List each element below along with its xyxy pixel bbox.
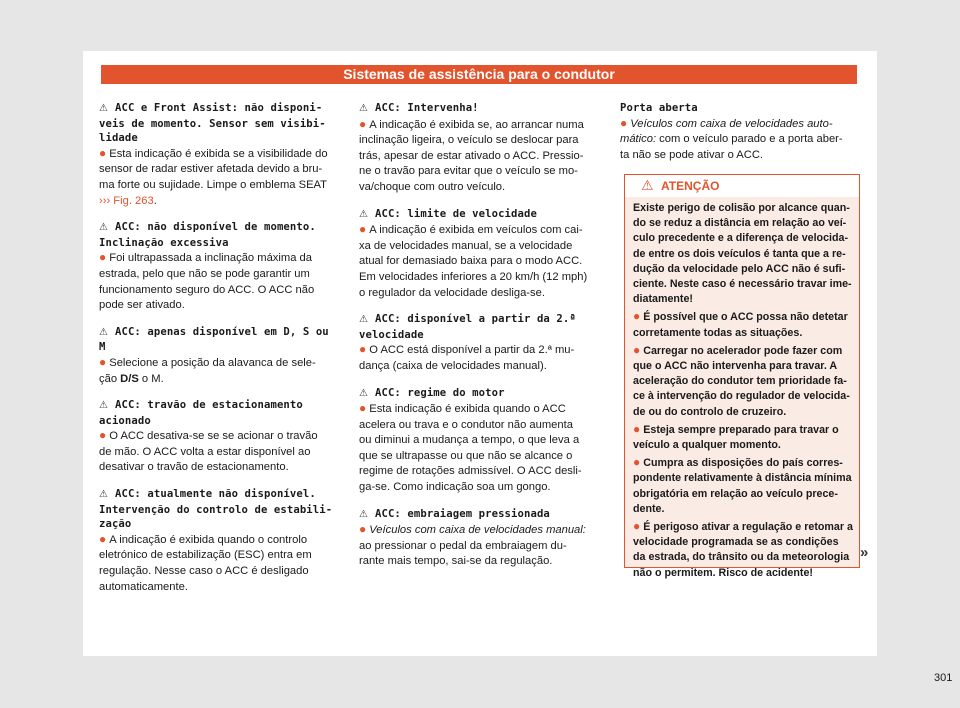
message-block: [359, 101, 607, 196]
message-block: [359, 312, 607, 374]
message-text: ● Foi ultrapassada a inclinação máxima da estrada, pelo que não se pode garantir um funcionamento seguro do ACC. O ACC não pode ser ativado.: [99, 250, 315, 312]
warning-line: velocidade programada se as condições: [633, 536, 839, 549]
message-block: [99, 325, 343, 387]
message-text: ● Esta indicação é exibida quando o ACC acelera ou trava e o condutor não aumenta ou diminui a mudança a tempo, o que leva a que se ultrapasse ou que não se alcance o regime de rotações admissível. O ACC desli- ga-se. Como indicação soa um gongo.: [359, 401, 582, 494]
manual-page: [83, 51, 953, 684]
continue-mark: »: [860, 544, 869, 561]
bullet-icon: ●: [633, 421, 641, 436]
bullet-icon: ●: [359, 342, 367, 357]
message-heading: Porta aberta: [620, 102, 698, 114]
warning-line: que o ACC não intervenha para travar. A: [633, 360, 838, 373]
warning-paragraph: [633, 201, 855, 307]
warning-lamp-icon: ⚠: [359, 387, 369, 399]
warning-paragraph: [633, 422, 855, 453]
warning-paragraph: [633, 309, 855, 340]
warning-paragraph: [633, 343, 855, 420]
message-text: ● Selecione a posição da alavanca de sele- ção D/S o M.: [99, 354, 316, 385]
warning-line: dução da velocidade pelo ACC não é sufi-: [633, 262, 846, 275]
column-2: [359, 101, 607, 581]
message-block: [359, 507, 607, 570]
warning-line: Carregar no acelerador pode fazer com: [643, 344, 843, 357]
warning-line: do se reduz a distância em relação ao veí-: [633, 217, 847, 230]
bullet-icon: ●: [99, 531, 107, 546]
message-block: [99, 101, 343, 209]
message-text: ● Veículos com caixa de velocidades manual: ao pressionar o pedal da embraiagem du- rante mais tempo, sai-se da regulação.: [359, 522, 586, 568]
section-header: Sistemas de assistência para o condutor: [101, 65, 857, 84]
message-text: ● A indicação é exibida se, ao arrancar numa inclinação ligeira, o veículo se deslocar para trás, apesar de estar ativado o ACC. Pressio- ne o travão para evitar que o veículo se mo- va/choque com outro veículo.: [359, 116, 584, 193]
bullet-icon: ●: [99, 250, 107, 265]
warning-line: veículo a qualquer momento.: [633, 439, 781, 452]
message-block: [359, 386, 607, 496]
bullet-icon: ●: [99, 354, 107, 369]
warning-line: de ou do controlo de cruzeiro.: [633, 405, 787, 418]
message-text: ● O ACC desativa-se se se acionar o travão de mão. O ACC volta a estar disponível ao desativar o travão de estacionamento.: [99, 428, 318, 474]
bullet-icon: ●: [359, 116, 367, 131]
column-3: [620, 101, 858, 174]
message-heading: ⚠ ACC e Front Assist: não disponi- veis de momento. Sensor sem visibi- lidade: [99, 102, 326, 145]
message-block: [99, 220, 343, 314]
warning-line: ciente. Neste caso é necessário travar ime-: [633, 278, 852, 291]
message-block: [99, 487, 343, 595]
warning-line: Cumpra as disposições do país corres-: [643, 457, 843, 470]
message-heading: ⚠ ACC: travão de estacionamento acionado: [99, 399, 303, 427]
warning-paragraph: [633, 455, 855, 517]
column-1: [99, 101, 343, 606]
warning-box: [624, 174, 860, 579]
message-text: ● O ACC está disponível a partir da 2.ª mu- dança (caixa de velocidades manual).: [359, 342, 575, 372]
warning-line: É perigoso ativar a regulação e retomar a: [643, 521, 853, 534]
warning-text: [633, 201, 855, 583]
message-text: ● Veículos com caixa de velocidades auto- mático: com o veículo parado e a porta aber- ta não se pode ativar o ACC.: [620, 115, 843, 161]
warning-lamp-icon: ⚠: [99, 222, 109, 234]
message-heading: ⚠ ACC: limite de velocidade: [359, 207, 607, 223]
bullet-icon: ●: [633, 519, 641, 534]
warning-lamp-icon: ⚠: [359, 103, 369, 114]
bullet-icon: ●: [99, 145, 107, 160]
bullet-icon: ●: [359, 522, 367, 537]
warning-line: corretamente todas as situações.: [633, 326, 803, 339]
warning-line: ce à intervenção do regulador de velocida-: [633, 390, 850, 403]
warning-lamp-icon: ⚠: [99, 400, 109, 412]
bullet-icon: ●: [633, 455, 641, 470]
message-heading: ⚠ ACC: regime do motor: [359, 386, 607, 402]
warning-body: [625, 197, 859, 579]
message-heading: ⚠ ACC: embraiagem pressionada: [359, 507, 607, 523]
warning-paragraph: [633, 519, 855, 581]
warning-line: não o permitem. Risco de acidente!: [633, 566, 813, 579]
gear-position-label: D/S: [120, 372, 139, 385]
message-text: ● A indicação é exibida em veículos com cai- xa de velocidades manual, se a velocidade atual for demasiado baixa para o modo ACC. Em velocidades inferiores a 20 km/h (12 mph) o regulador da velocidade desliga-se.: [359, 222, 588, 299]
warning-line: da estrada, do trânsito ou da meteorologia: [633, 551, 850, 564]
warning-lamp-icon: ⚠: [99, 326, 109, 338]
bullet-icon: ●: [359, 222, 367, 237]
warning-line: obrigatória em relação ao veículo prece-: [633, 487, 838, 500]
message-block: [620, 101, 858, 163]
message-text: ● Esta indicação é exibida se a visibilidade do sensor de radar estiver afetada devido a bru- ma forte ou sujidade. Limpe o emblema SEAT ››› Fig. 263.: [99, 145, 328, 207]
bullet-icon: ●: [359, 401, 367, 416]
message-heading: ⚠ ACC: Intervenha!: [359, 101, 607, 117]
warning-line: de entre os dois veículos é tanta que a re-: [633, 247, 846, 260]
warning-lamp-icon: ⚠: [99, 103, 109, 114]
warning-lamp-icon: ⚠: [359, 314, 369, 326]
message-block: [99, 398, 343, 476]
warning-lamp-icon: ⚠: [359, 508, 369, 520]
bullet-icon: ●: [99, 428, 107, 443]
warning-lamp-icon: ⚠: [359, 208, 369, 220]
warning-line: Existe perigo de colisão por alcance quan-: [633, 202, 850, 214]
warning-title: ATENÇÃO: [661, 179, 720, 193]
warning-lamp-icon: ⚠: [99, 489, 109, 501]
warning-triangle-icon: ⚠: [641, 178, 654, 194]
warning-line: Esteja sempre preparado para travar o: [643, 423, 839, 436]
warning-line: É possível que o ACC possa não detetar: [643, 311, 848, 324]
bullet-icon: ●: [620, 115, 628, 130]
message-heading: ⚠ ACC: atualmente não disponível. Intervenção do controlo de estabili- zação: [99, 488, 333, 531]
message-text: ● A indicação é exibida quando o controlo eletrónico de estabilização (ESC) entra em regulação. Nesse caso o ACC é desligado automaticamente.: [99, 531, 312, 593]
message-heading: ⚠ ACC: apenas disponível em D, S ou M: [99, 325, 329, 354]
warning-header: [625, 175, 859, 197]
bullet-icon: ●: [633, 309, 641, 324]
message-heading: ⚠ ACC: disponível a partir da 2.ª velocidade: [359, 313, 576, 341]
message-heading: ⚠ ACC: não disponível de momento. Inclinação excessiva: [99, 221, 316, 249]
warning-line: culo precedente e a diferença de velocida-: [633, 232, 849, 245]
figure-link[interactable]: ››› Fig. 263: [99, 194, 154, 207]
warning-line: dente.: [633, 502, 665, 515]
page-number: 301: [934, 672, 953, 684]
message-block: [359, 207, 607, 302]
bullet-icon: ●: [633, 342, 641, 357]
warning-line: diatamente!: [633, 293, 693, 306]
warning-line: aceleração do condutor tem prioridade fa-: [633, 375, 847, 388]
warning-line: pondente relativamente à distância mínima: [633, 472, 852, 485]
